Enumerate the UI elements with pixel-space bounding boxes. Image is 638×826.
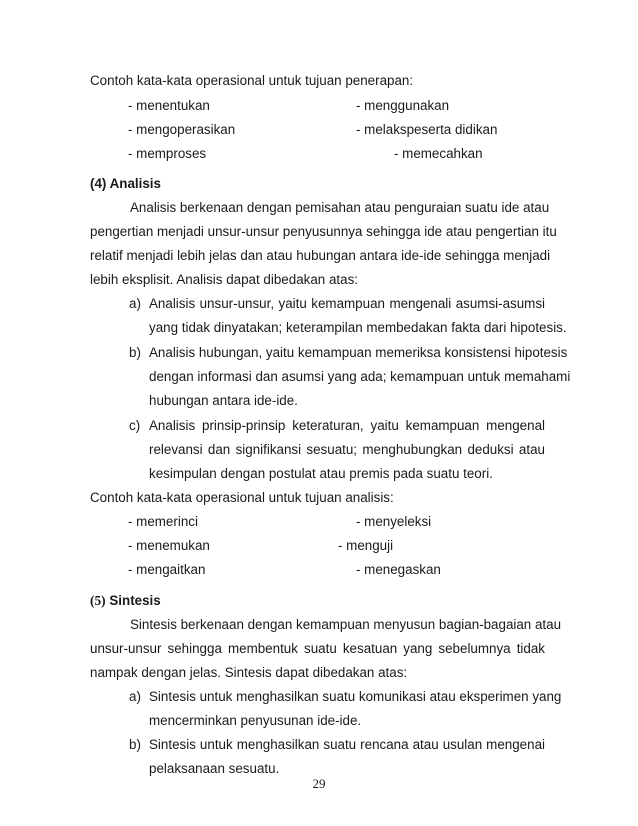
list-item-text: relevansi dan signifikansi sesuatu; menghubungkan deduksi atau: [149, 442, 545, 457]
page-number: 29: [312, 776, 326, 791]
list-item-text: dengan informasi dan asumsi yang ada; kemampuan untuk memahami: [149, 369, 571, 384]
list-marker: b): [129, 345, 141, 360]
analysis-paragraph-line: lebih eksplisit. Analisis dapat dibedakan atas:: [90, 272, 358, 287]
analysis-paragraph-line: relatif menjadi lebih jelas dan atau hubungan antara ide-ide sehingga menjadi: [90, 248, 551, 263]
list-marker: a): [129, 689, 141, 704]
list-item-text: Sintesis untuk menghasilkan suatu komunikasi atau eksperimen yang: [149, 689, 562, 704]
example-word: - menggunakan: [356, 98, 450, 113]
example-word: - menemukan: [128, 538, 210, 553]
example-word: - menguji: [338, 538, 394, 553]
section-title: Sintesis: [109, 593, 161, 608]
example-word: - mengaitkan: [128, 562, 206, 577]
example-word: - memerinci: [128, 514, 198, 529]
synthesis-paragraph-line: unsur-unsur sehingga membentuk suatu kesatuan yang sebelumnya tidak: [90, 641, 545, 656]
synthesis-paragraph-line: Sintesis berkenaan dengan kemampuan menyusun bagian-bagaian atau: [130, 617, 562, 632]
list-item-text: Sintesis untuk menghasilkan suatu rencana atau usulan mengenai: [149, 737, 545, 752]
section-number: (5): [90, 593, 106, 608]
list-marker: a): [129, 296, 141, 311]
example-word: - memproses: [128, 146, 207, 161]
section-heading-sintesis: [90, 593, 161, 609]
example-word: - memecahkan: [394, 146, 483, 161]
list-item-text: pelaksanaan sesuatu.: [149, 761, 280, 776]
list-item-text: yang tidak dinyatakan; keterampilan membedakan fakta dari hipotesis.: [149, 320, 567, 335]
application-examples-intro: Contoh kata-kata operasional untuk tujuan penerapan:: [90, 73, 414, 88]
list-item-text: Analisis prinsip-prinsip keteraturan, yaitu kemampuan mengenal: [149, 418, 545, 433]
analysis-paragraph-line: Analisis berkenaan dengan pemisahan atau penguraian suatu ide atau: [130, 200, 550, 215]
section-heading-analisis: (4) Analisis: [90, 176, 161, 191]
list-marker: c): [129, 418, 141, 433]
list-item-text: mencerminkan penyusunan ide-ide.: [149, 713, 362, 728]
list-marker: b): [129, 737, 141, 752]
list-item-text: hubungan antara ide-ide.: [149, 393, 298, 408]
example-word: - menyeleksi: [356, 514, 432, 529]
example-word: - mengoperasikan: [128, 122, 236, 137]
analysis-examples-intro: Contoh kata-kata operasional untuk tujuan analisis:: [90, 490, 394, 505]
example-word: - menegaskan: [356, 562, 441, 577]
example-word: - melakspeserta didikan: [356, 122, 498, 137]
list-item-text: kesimpulan dengan postulat atau premis pada suatu teori.: [149, 466, 493, 481]
list-item-text: Analisis unsur-unsur, yaitu kemampuan mengenali asumsi-asumsi: [149, 296, 545, 311]
example-word: - menentukan: [128, 98, 210, 113]
synthesis-paragraph-line: nampak dengan jelas. Sintesis dapat dibedakan atas:: [90, 665, 408, 680]
analysis-paragraph-line: pengertian menjadi unsur-unsur penyusunnya sehingga ide atau pengertian itu: [90, 224, 557, 239]
list-item-text: Analisis hubungan, yaitu kemampuan memeriksa konsistensi hipotesis: [149, 345, 568, 360]
